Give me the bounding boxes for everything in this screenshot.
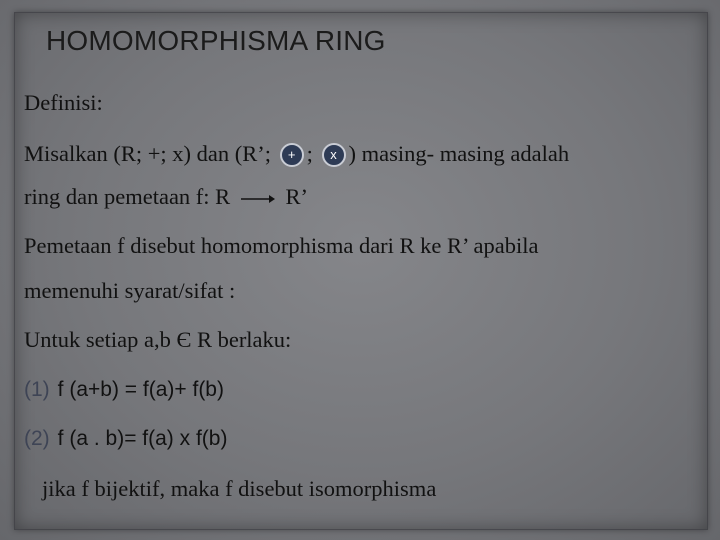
slide-title: HOMOMORPHISMA RING bbox=[46, 25, 386, 56]
times-operator-icon: x bbox=[322, 143, 346, 167]
condition-1-text: f (a+b) = f(a)+ f(b) bbox=[57, 378, 224, 401]
slide-frame bbox=[14, 12, 708, 530]
condition-1-number: (1) bbox=[24, 378, 50, 401]
condition-2-number: (2) bbox=[24, 427, 50, 450]
definition-line-5: Untuk setiap a,b Є R berlaku: bbox=[24, 327, 292, 352]
plus-operator-icon: + bbox=[280, 143, 304, 167]
definition-line-4: memenuhi syarat/sifat : bbox=[24, 278, 236, 303]
line1-text-start: Misalkan (R; +; x) dan (R’; bbox=[24, 141, 272, 166]
definition-line-1 bbox=[24, 141, 569, 167]
condition-1 bbox=[24, 378, 224, 402]
line1-separator: ; bbox=[306, 141, 313, 166]
isomorphism-note: jika f bijektif, maka f disebut isomorphisma bbox=[42, 476, 437, 501]
condition-2-text: f (a . b)= f(a) x f(b) bbox=[57, 427, 228, 450]
right-arrow-icon bbox=[240, 193, 276, 205]
condition-2 bbox=[24, 427, 227, 451]
definition-line-2 bbox=[24, 184, 308, 210]
definition-line-3: Pemetaan f disebut homomorphisma dari R ke R’ apabila bbox=[24, 233, 539, 258]
line2-text-end: R’ bbox=[285, 184, 308, 209]
definition-label: Definisi: bbox=[24, 90, 103, 115]
line1-text-end: ) masing- masing adalah bbox=[348, 141, 570, 166]
line2-text-start: ring dan pemetaan f: R bbox=[24, 184, 231, 209]
